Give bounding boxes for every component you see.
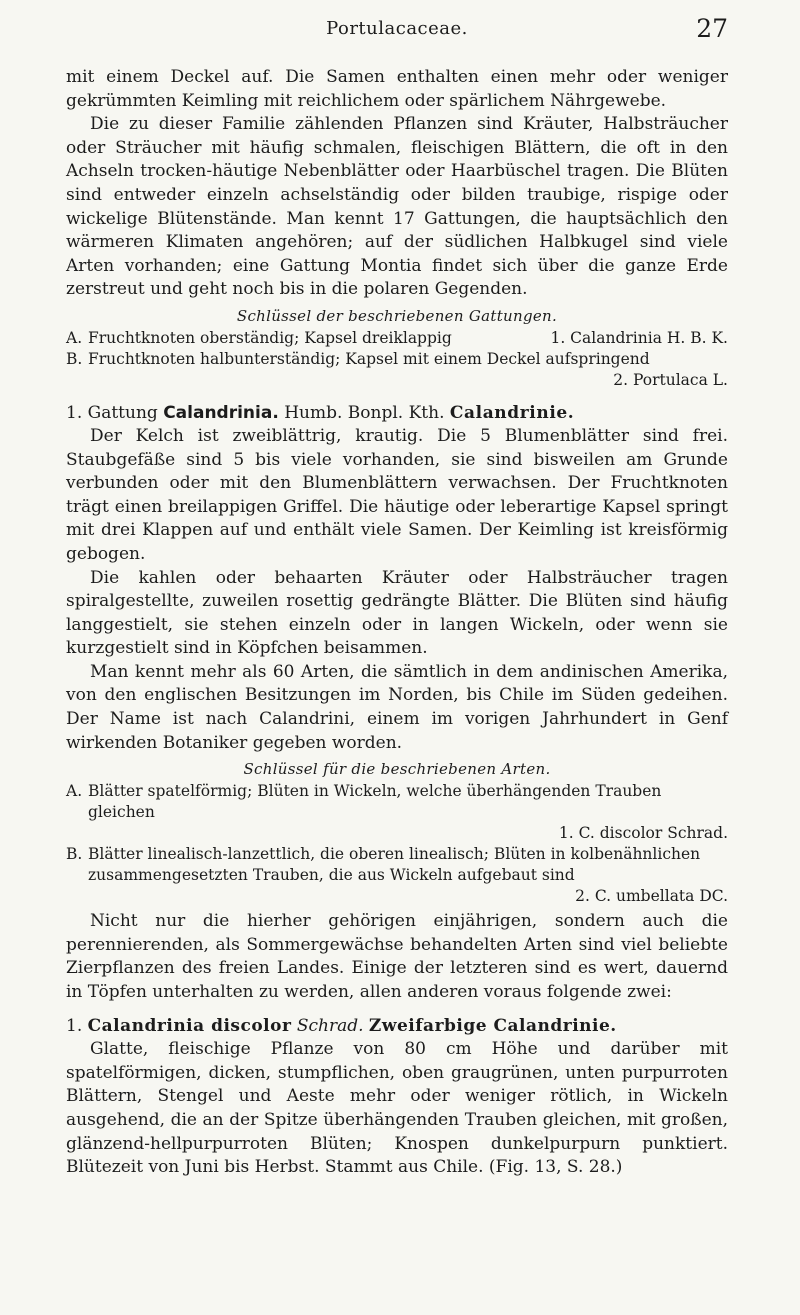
species-authority: Schrad. — [296, 1015, 364, 1036]
species-german-name: Zweifarbige Calandrinie. — [368, 1015, 617, 1036]
key-text: Fruchtknoten oberständig; Kapsel dreiklappig — [88, 328, 452, 347]
genus-number: 1. Gattung — [66, 402, 158, 423]
genus-description-1: Der Kelch ist zweiblättrig, krautig. Die 5 Blumenblätter sind frei. Staubgefäße sind 5 bis viele vorhanden, sie sind bisweilen am Grunde verbunden oder mit den Blumenblättern verwachsen. Der Fruchtknoten trägt einen breilappigen Griffel. Die häutige oder leberartige Kapsel springt mit drei Klappen auf und enthält viele Samen. Der Keimling ist kreisförmig gebogen. — [66, 425, 728, 564]
key-text: Blätter spatelförmig; Blüten in Wickeln, welche überhängenden Trauben gleichen — [88, 782, 662, 822]
genus-description-2: Die kahlen oder behaarten Kräuter oder Halbsträucher tragen spiralgestellte, zuweilen rosettig gedrängte Blätter. Die Blüten sind häufig langgestielt, sie stehen einzeln oder in langen Wickeln, oder wenn sie kurzgestielt sind in Köpfchen beisammen. — [66, 567, 728, 659]
species-number: 1. — [66, 1015, 83, 1036]
key-result: 1. Calandrinia H. B. K. — [550, 328, 728, 347]
key-label: A. — [66, 782, 83, 801]
key-result: 2. Portulaca L. — [613, 370, 728, 389]
intro-paragraph-2: Die zu dieser Familie zählenden Pflanzen sind Kräuter, Halbsträucher oder Sträucher mit häufig schmalen, fleischigen Blättern, die oft in den Achseln trocken-häutige Nebenblätter oder Haarbüschel tragen. Die Blüten sind entweder einzeln achselständig oder bilden traubige, rispige oder wickelige Blütenstände. Man kennt 17 Gattungen, die hauptsächlich den wärmeren Klimaten angehören; auf der südlichen Halbkugel sind viele Arten vorhanden; eine Gattung Montia findet sich über die ganze Erde zerstreut und geht noch bis in die polaren Gegenden. — [66, 114, 728, 300]
genus-key-entry-b — [66, 349, 728, 391]
intro-paragraph-1: mit einem Deckel auf. Die Samen enthalten einen mehr oder weniger gekrümmten Keimling mit reichlichem oder spärlichem Nährgewebe. — [66, 67, 728, 111]
genus-key-title: Schlüssel der beschriebenen Gattungen. — [236, 306, 558, 325]
running-title: Portulacaceae. — [326, 18, 468, 39]
species-key — [66, 781, 728, 907]
genus-key — [66, 328, 728, 391]
key-label: B. — [66, 349, 83, 368]
key-result: 2. C. umbellata DC. — [575, 887, 728, 906]
page-number: 27 — [696, 14, 728, 43]
genus-description-3: Man kennt mehr als 60 Arten, die sämtlich in dem andinischen Amerika, von den englischen Besitzungen im Norden, bis Chile im Süden gedeihen. Der Name ist nach Calandrini, einem im vorigen Jahrhundert in Genf wirkenden Botaniker gegeben worden. — [66, 661, 728, 753]
key-result: 1. C. discolor Schrad. — [558, 824, 728, 843]
species-key-title: Schlüssel für die beschriebenen Arten. — [243, 760, 551, 779]
page-header — [66, 14, 728, 54]
key-text: Fruchtknoten halbunterständig; Kapsel mit einem Deckel aufspringend — [88, 349, 650, 368]
genus-german-name: Calandrinie. — [449, 402, 575, 423]
species-entry — [66, 1015, 728, 1039]
species-name: Calandrinia discolor — [87, 1015, 292, 1036]
key-text: Blätter linealisch-lanzettlich, die oberen linealisch; Blüten in kolbenähnlichen zusammengesetzten Trauben, die aus Wickeln aufgebaut sind — [88, 845, 701, 885]
cultivation-paragraph: Nicht nur die hierher gehörigen einjährigen, sondern auch die perennierenden, als Sommergewächse behandelten Arten sind viel beliebte Zierpflanzen des freien Landes. Einige der letzteren sind es wert, dauernd in Töpfen unterhalten zu werden, allen anderen voraus folgende zwei: — [66, 911, 728, 1003]
key-label: B. — [66, 845, 83, 864]
genus-key-entry-a — [66, 328, 728, 349]
key-label: A. — [66, 328, 83, 347]
genus-name: Calandrinia. — [163, 402, 279, 423]
genus-heading — [66, 401, 728, 425]
species-key-entry-b — [66, 844, 728, 907]
species-key-entry-a — [66, 781, 728, 844]
genus-authority: Humb. Bonpl. Kth. — [284, 402, 445, 423]
species-description: Glatte, fleischige Pflanze von 80 cm Höhe und darüber mit spatelförmigen, dicken, stumpflichen, oben graugrünen, unten purpurroten Blättern, Stengel und Aeste mehr oder weniger rötlich, in Wickeln ausgehend, die an der Spitze überhängenden Trauben gleichen, mit großen, glänzend-hellpurpurroten Blüten; Knospen dunkelpurpurn punktiert. Blütezeit von Juni bis Herbst. Stammt aus Chile. (Fig. 13, S. 28.) — [66, 1039, 728, 1178]
